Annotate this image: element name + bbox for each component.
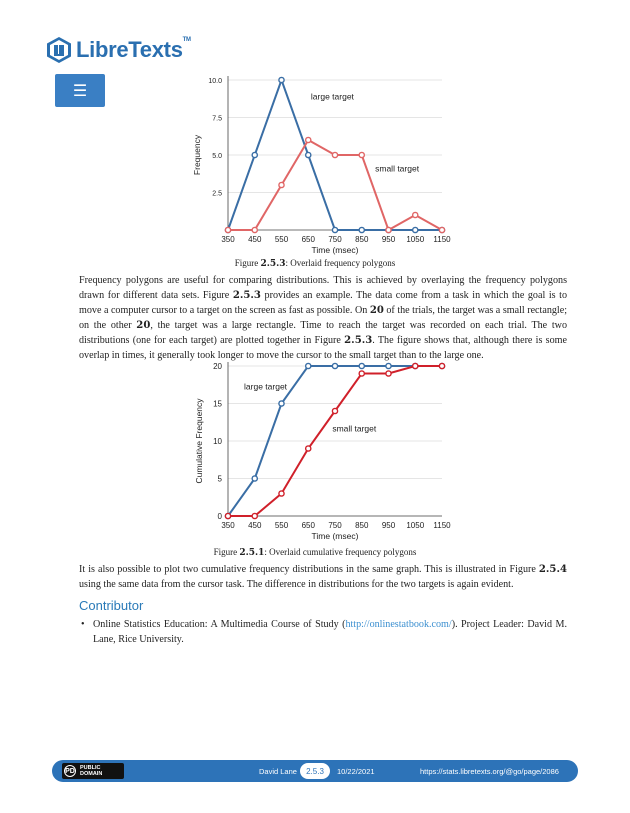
x-axis-label: Time (msec)	[311, 531, 359, 541]
data-point	[225, 227, 230, 232]
data-point	[413, 212, 418, 217]
menu-button[interactable]	[55, 74, 105, 107]
x-tick-label: 450	[248, 235, 262, 244]
footer-page-number: 2.5.3	[300, 763, 330, 779]
x-tick-label: 750	[328, 235, 342, 244]
data-point	[279, 491, 284, 496]
x-tick-label: 550	[274, 521, 289, 530]
data-point	[279, 182, 284, 187]
y-tick-label: 10.0	[208, 78, 222, 85]
y-tick-label: 5	[217, 474, 222, 484]
onlinestatbook-link[interactable]: http://onlinestatbook.com/	[345, 619, 452, 630]
x-tick-label: 1050	[406, 521, 425, 530]
x-tick-label: 1150	[433, 235, 451, 244]
data-point	[359, 152, 364, 157]
footer-bar	[52, 760, 578, 782]
data-point	[439, 363, 444, 368]
data-point	[306, 446, 311, 451]
public-domain-badge[interactable]	[62, 763, 124, 779]
y-tick-label: 7.5	[212, 115, 222, 123]
x-tick-label: 850	[355, 521, 369, 530]
data-point	[306, 137, 311, 142]
contributor-heading: Contributor	[79, 598, 144, 613]
libretexts-logo-icon	[46, 36, 72, 64]
data-point	[279, 77, 284, 82]
cumulative-frequency-chart	[190, 358, 455, 543]
y-axis-label: Cumulative Frequency	[194, 398, 204, 484]
y-tick-label: 20	[213, 362, 222, 371]
x-tick-label: 550	[274, 235, 289, 244]
data-point	[332, 227, 337, 232]
x-tick-label: 650	[301, 521, 315, 530]
x-tick-label: 750	[328, 521, 342, 530]
data-point	[386, 227, 391, 232]
x-tick-label: 450	[248, 521, 262, 530]
data-point	[225, 513, 230, 518]
paragraph-cumulative: It is also possible to plot two cumulative frequency distributions in the same graph. This is illustrated in Figure 2.5.4 using the same data from the cursor task. The difference in distributions for the two targets is again evident.	[79, 564, 567, 591]
x-tick-label: 350	[221, 521, 235, 530]
paragraph-frequency-polygons: Frequency polygons are useful for comparing distributions. This is achieved by overlaying the frequency polygons drawn for different data sets. Figure 2.5.3 provides an example. The data come from a task in which the goal is to move a computer cursor to a target on the screen as fast as possible. On 20 of the trials, the target was a small rectangle; on the other 20, the target was a large rectangle. Time to reach the target was recorded on each trial. The two distributions (one for each target) are plotted together in Figure 2.5.3. The figure shows that, although there is some overlap in times, it generally took longer to move the cursor to the small target than to the large one.	[79, 275, 567, 362]
data-point	[279, 401, 284, 406]
y-tick-label: 5.0	[212, 153, 222, 160]
x-axis-label: Time (msec)	[311, 245, 359, 255]
footer-url-link[interactable]: https://stats.libretexts.org/@go/page/2086	[420, 767, 559, 776]
y-tick-label: 15	[213, 399, 222, 409]
data-point	[252, 227, 257, 232]
y-tick-label: 10	[213, 437, 222, 446]
license-label: PUBLIC DOMAIN	[80, 765, 103, 777]
frequency-polygon-chart	[190, 72, 455, 257]
data-point	[413, 363, 418, 368]
series-label: large target	[310, 91, 354, 102]
hamburger-icon: ☰	[72, 81, 88, 100]
contributor-list	[79, 617, 567, 647]
data-point	[332, 363, 337, 368]
x-tick-label: 950	[381, 235, 396, 244]
y-tick-label: 2.5	[212, 190, 222, 198]
data-point	[359, 227, 364, 232]
data-point	[332, 152, 337, 157]
logo-text: LibreTexts™	[76, 37, 191, 62]
data-point	[306, 152, 311, 157]
y-tick-label: 0	[217, 512, 222, 521]
series-label: small target	[375, 163, 420, 174]
data-point	[386, 363, 391, 368]
public-domain-icon: PD	[64, 765, 76, 777]
data-point	[332, 408, 337, 413]
data-point	[252, 152, 257, 157]
figure2-caption: Figure 2.5.1: Overlaid cumulative frequency polygons	[213, 547, 417, 558]
x-tick-label: 350	[221, 235, 235, 244]
footer-date: 10/22/2021	[337, 767, 375, 776]
list-item: • Online Statistics Education: A Multimedia Course of Study (http://onlinestatbook.com/). Project Leader: David M. Lane, Rice University.	[79, 617, 567, 647]
data-point	[359, 371, 364, 376]
data-point	[439, 227, 444, 232]
data-point	[413, 227, 418, 232]
data-point	[306, 363, 311, 368]
figure1-caption: Figure 2.5.3: Overlaid frequency polygons	[234, 258, 396, 269]
data-point	[252, 513, 257, 518]
data-point	[386, 371, 391, 376]
footer-author: David Lane	[259, 767, 297, 776]
x-tick-label: 1150	[433, 521, 451, 530]
x-tick-label: 1050	[406, 235, 425, 244]
x-tick-label: 950	[381, 521, 396, 530]
y-axis-label: Frequency	[192, 134, 202, 176]
data-point	[359, 363, 364, 368]
x-tick-label: 650	[301, 235, 315, 244]
data-point	[252, 476, 257, 481]
x-tick-label: 850	[355, 235, 369, 244]
libretexts-logo[interactable]	[46, 36, 191, 64]
series-label: small target	[332, 423, 377, 434]
series-label: large target	[244, 381, 288, 392]
